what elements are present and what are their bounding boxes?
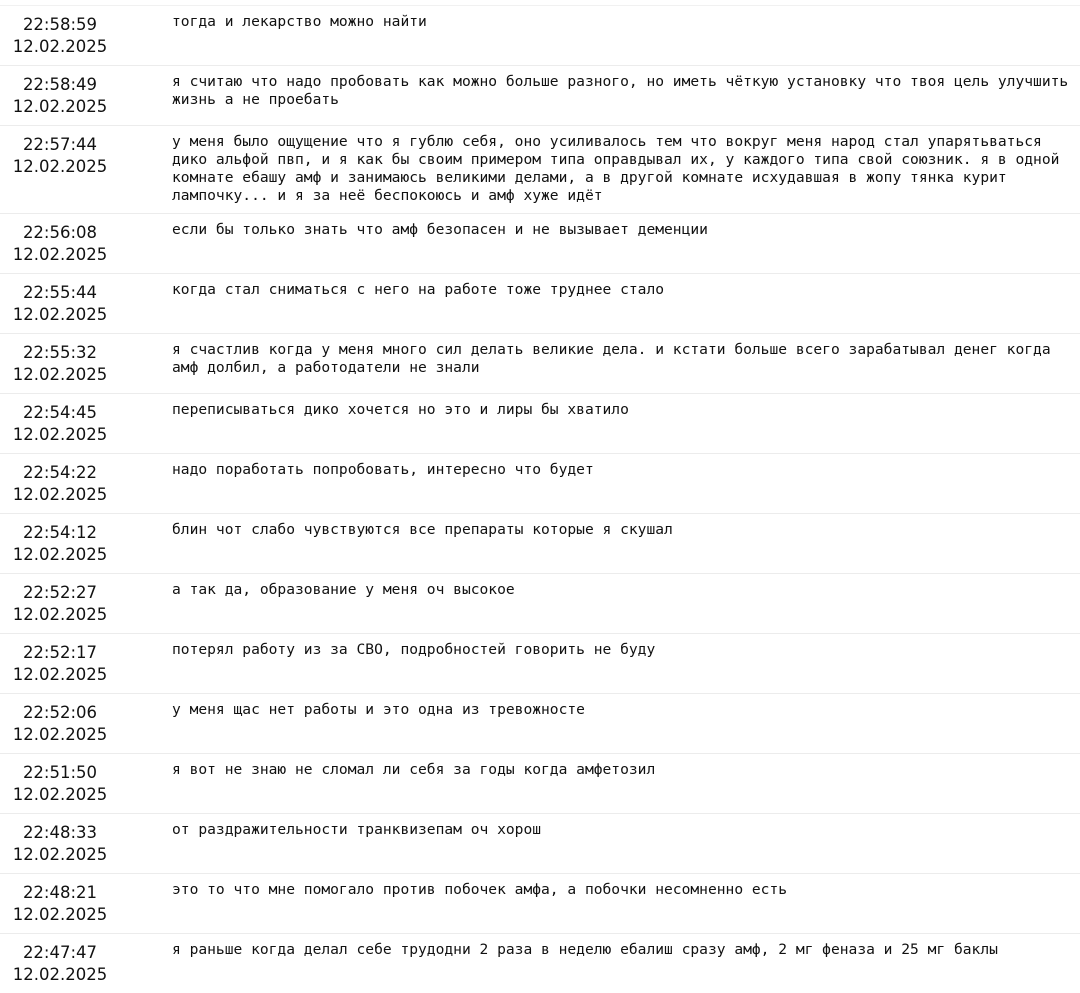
message-date: 12.02.2025 [12, 97, 108, 116]
message-date: 12.02.2025 [12, 965, 108, 984]
message-row [0, 213, 1080, 273]
timestamp [0, 882, 120, 926]
message-text: от раздражительности транквизепам оч хорош [172, 821, 542, 838]
message-text: надо поработать попробовать, интересно что будет [172, 461, 594, 478]
timestamp [0, 342, 120, 386]
message-row [0, 753, 1080, 813]
message-time: 22:52:06 [22, 703, 98, 722]
message-date: 12.02.2025 [12, 725, 108, 744]
message-text: это то что мне помогало против побочек амфа, а побочки несомненно есть [172, 881, 788, 898]
message-log [0, 5, 1080, 993]
message-date: 12.02.2025 [12, 157, 108, 176]
message-row [0, 393, 1080, 453]
message-time: 22:52:17 [22, 643, 98, 662]
message-text: блин чот слабо чувствуются все препараты которые я скушал [172, 521, 673, 538]
message-time: 22:47:47 [22, 943, 98, 962]
message-row [0, 125, 1080, 213]
message-date: 12.02.2025 [12, 845, 108, 864]
timestamp [0, 522, 120, 566]
message-time: 22:57:44 [22, 135, 98, 154]
message-time: 22:54:12 [22, 523, 98, 542]
timestamp [0, 402, 120, 446]
timestamp [0, 582, 120, 626]
timestamp [0, 282, 120, 326]
message-text: тогда и лекарство можно найти [172, 13, 427, 30]
message-text: я раньше когда делал себе трудодни 2 раза в неделю ебалиш сразу амф, 2 мг феназа и 25 мг баклы [172, 941, 998, 958]
message-row [0, 573, 1080, 633]
timestamp [0, 642, 120, 686]
message-row [0, 65, 1080, 125]
message-row [0, 513, 1080, 573]
message-time: 22:51:50 [22, 763, 98, 782]
timestamp [0, 222, 120, 266]
message-date: 12.02.2025 [12, 425, 108, 444]
message-text: потерял работу из за СВО, подробностей говорить не буду [172, 641, 656, 658]
timestamp [0, 942, 120, 986]
message-row [0, 693, 1080, 753]
message-row [0, 5, 1080, 65]
message-time: 22:58:49 [22, 75, 98, 94]
message-date: 12.02.2025 [12, 37, 108, 56]
message-date: 12.02.2025 [12, 665, 108, 684]
message-text: я считаю что надо пробовать как можно больше разного, но иметь чёткую установку что твоя цель улучшить жизнь а не проебать [172, 73, 1069, 108]
timestamp [0, 134, 120, 178]
message-text: я счастлив когда у меня много сил делать великие дела. и кстати больше всего зарабатывал денег когда амф долбил, а работодатели не знали [172, 341, 1051, 376]
timestamp [0, 74, 120, 118]
message-time: 22:54:45 [22, 403, 98, 422]
message-text: я вот не знаю не сломал ли себя за годы когда амфетозил [172, 761, 656, 778]
message-time: 22:58:59 [22, 15, 98, 34]
message-time: 22:56:08 [22, 223, 98, 242]
timestamp [0, 702, 120, 746]
message-date: 12.02.2025 [12, 365, 108, 384]
message-text: у меня щас нет работы и это одна из тревожносте [172, 701, 585, 718]
message-date: 12.02.2025 [12, 485, 108, 504]
message-row [0, 633, 1080, 693]
message-row [0, 333, 1080, 393]
message-time: 22:55:44 [22, 283, 98, 302]
message-date: 12.02.2025 [12, 245, 108, 264]
message-text: переписываться дико хочется но это и лиры бы хватило [172, 401, 629, 418]
message-date: 12.02.2025 [12, 905, 108, 924]
timestamp [0, 822, 120, 866]
message-time: 22:54:22 [22, 463, 98, 482]
message-text: когда стал сниматься с него на работе тоже труднее стало [172, 281, 665, 298]
timestamp [0, 14, 120, 58]
message-row [0, 453, 1080, 513]
message-text: у меня было ощущение что я гублю себя, оно усиливалось тем что вокруг меня народ стал упарятьваться дико альфой пвп, и я как бы своим примером типа оправдывал их, у каждого типа свой союзник. я в одной комнате ебашу амф и занимаюсь великими делами, а в другой комнате исхудавшая в жопу тянка курит лампочку... и я за неё беспокоюсь и амф хуже идёт [172, 133, 1060, 204]
message-time: 22:52:27 [22, 583, 98, 602]
message-time: 22:55:32 [22, 343, 98, 362]
message-date: 12.02.2025 [12, 545, 108, 564]
message-row [0, 273, 1080, 333]
message-time: 22:48:33 [22, 823, 98, 842]
message-text: а так да, образование у меня оч высокое [172, 581, 515, 598]
timestamp [0, 762, 120, 806]
timestamp [0, 462, 120, 506]
message-date: 12.02.2025 [12, 605, 108, 624]
message-text: если бы только знать что амф безопасен и не вызывает деменции [172, 221, 708, 238]
message-time: 22:48:21 [22, 883, 98, 902]
message-date: 12.02.2025 [12, 785, 108, 804]
message-row [0, 813, 1080, 873]
message-row [0, 873, 1080, 933]
message-row [0, 933, 1080, 993]
message-date: 12.02.2025 [12, 305, 108, 324]
